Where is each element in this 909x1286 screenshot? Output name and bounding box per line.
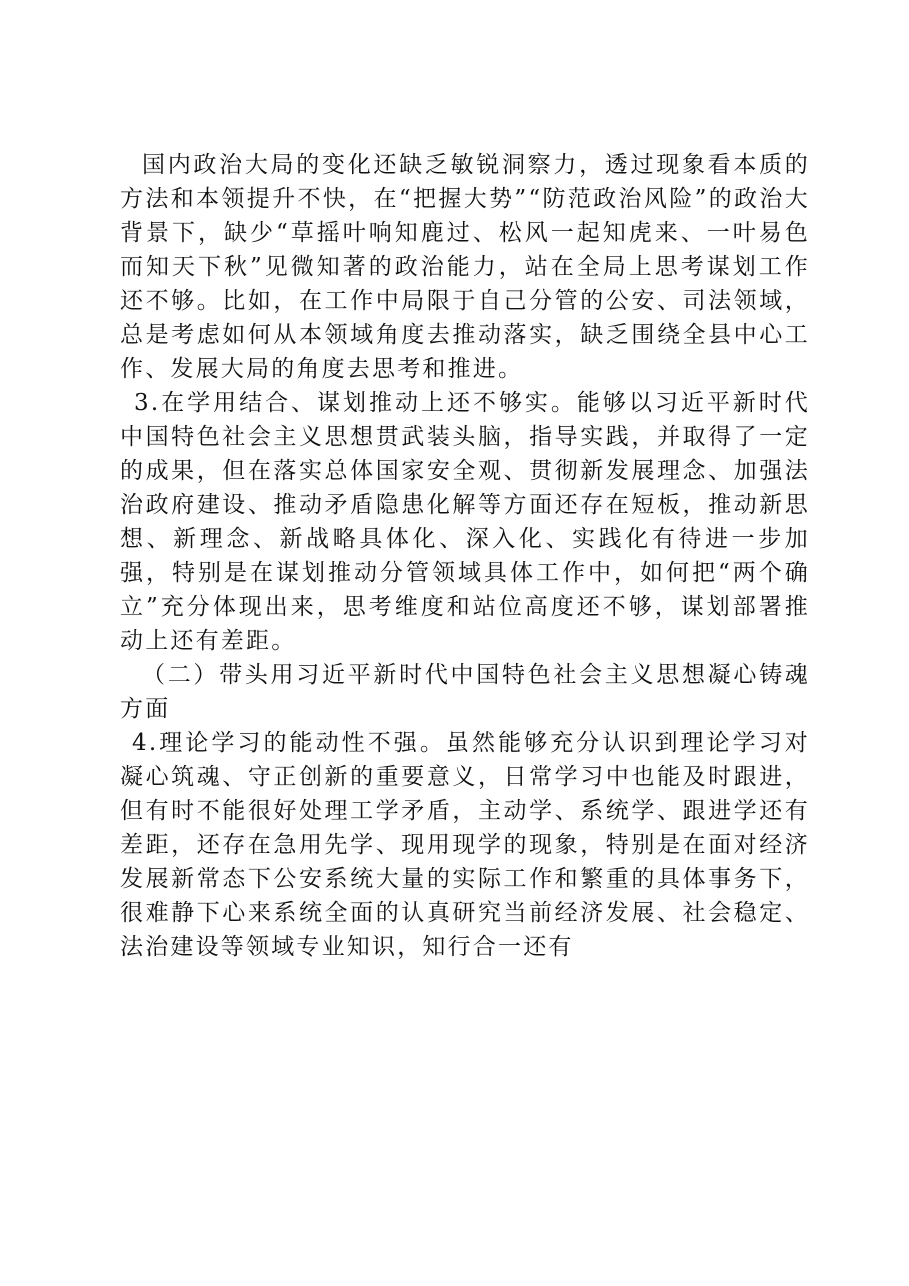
section-heading-2: （二）带头用习近平新时代中国特色社会主义思想凝心铸魂方面 — [120, 662, 810, 722]
paragraph-political-insight: 国内政治大局的变化还缺乏敏锐洞察力，透过现象看本质的方法和本领提升不快，在“把握大势”“防范政治风险”的政治大背景下，缺少“草摇叶响知鹿过、松风一起知虎来、一叶易色而知天下秋”见微知著的政治能力，站在全局上思考谋划工作还不够。比如，在工作中局限于自己分管的公安、司法领域，总是考虑如何从本领域角度去推动落实，缺乏围绕全县中心工作、发展大局的角度去思考和推进。 — [120, 152, 810, 382]
paragraph-item-4: 4.理论学习的能动性不强。虽然能够充分认识到理论学习对凝心筑魂、守正创新的重要意义，日常学习中也能及时跟进，但有时不能很好处理工学矛盾，主动学、系统学、跟进学还有差距，还存在急用先学、现用现学的现象，特别是在面对经济发展新常态下公安系统大量的实际工作和繁重的具体事务下，很难静下心来系统全面的认真研究当前经济发展、社会稳定、法治建设等领域专业知识，知行合一还有 — [120, 730, 810, 960]
document-body — [120, 148, 810, 964]
paragraph-item-3: 3.在学用结合、谋划推动上还不够实。能够以习近平新时代中国特色社会主义思想贯武装头脑，指导实践，并取得了一定的成果，但在落实总体国家安全观、贯彻新发展理念、加强法治政府建设、推动矛盾隐患化解等方面还存在短板，推动新思想、新理念、新战略具体化、深入化、实践化有待进一步加强，特别是在谋划推动分管领域具体工作中，如何把“两个确立”充分体现出来，思考维度和站位高度还不够，谋划部署推动上还有差距。 — [120, 390, 810, 654]
